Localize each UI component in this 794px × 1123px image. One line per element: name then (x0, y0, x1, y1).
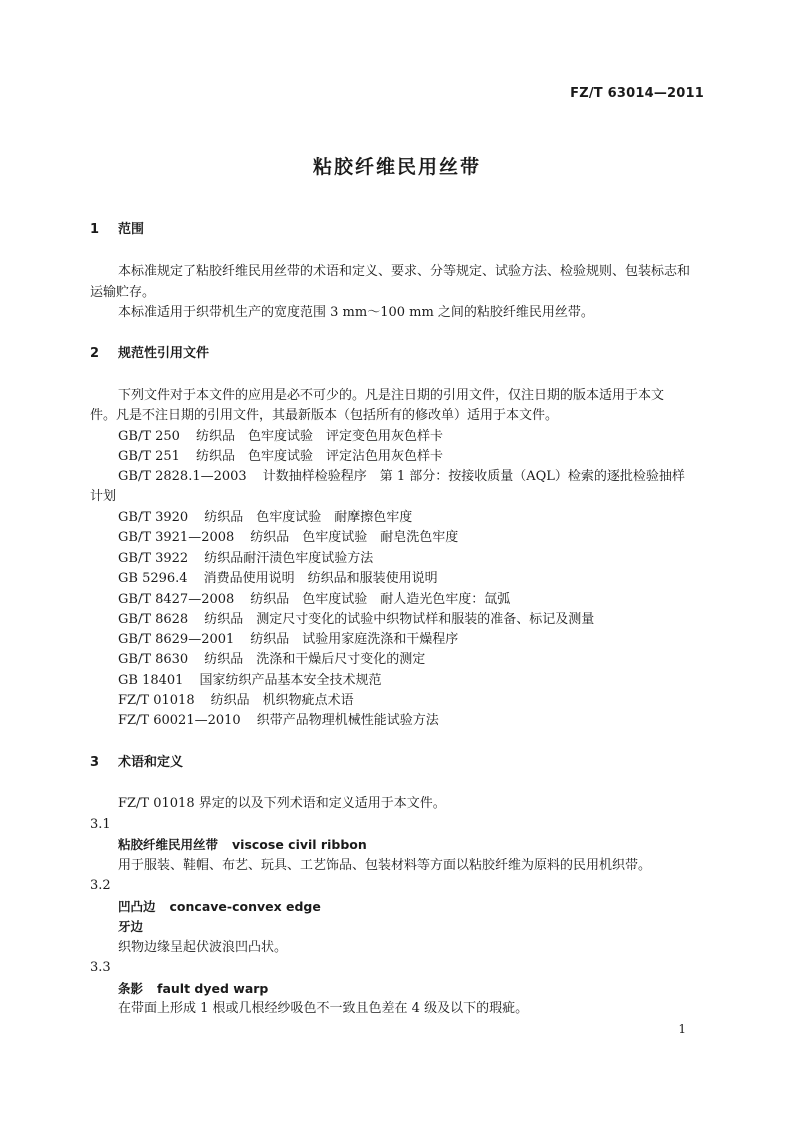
reference-code: GB/T 8427—2008 (118, 592, 235, 607)
section-title: 规范性引用文件 (118, 346, 210, 361)
reference-title: 计数抽样检验程序 第 1 部分：按接收质量（AQL）检索的逐批检验抽样 (262, 469, 685, 484)
section-3-intro: FZ/T 01018 界定的以及下列术语和定义适用于本文件。 (118, 796, 446, 811)
term-heading (118, 979, 268, 999)
reference-item (118, 569, 438, 589)
section-title: 范围 (118, 222, 145, 237)
reference-code: GB/T 2828.1—2003 (118, 469, 247, 484)
section-title: 术语和定义 (118, 755, 184, 770)
reference-title: 织带产品物理机械性能试验方法 (256, 713, 439, 728)
reference-code: GB/T 251 (118, 449, 180, 464)
section-2-intro-line-1: 下列文件对于本文件的应用是必不可少的。凡是注日期的引用文件，仅注日期的版本适用于本文 (118, 388, 665, 403)
reference-item (118, 711, 439, 731)
reference-title: 纺织品耐汗渍色牢度试验方法 (204, 551, 374, 566)
term-zh: 粘胶纤维民用丝带 (118, 837, 219, 852)
reference-code: GB/T 8628 (118, 612, 189, 627)
reference-item (118, 427, 443, 447)
section-1-paragraph-2: 本标准适用于织带机生产的宽度范围 3 mm～100 mm 之间的粘胶纤维民用丝带。 (118, 305, 594, 320)
section-2-heading (90, 344, 209, 364)
reference-code: FZ/T 01018 (118, 693, 195, 708)
section-number: 3 (90, 755, 100, 770)
reference-code: GB/T 3922 (118, 551, 189, 566)
reference-code: GB/T 250 (118, 429, 180, 444)
section-number: 2 (90, 346, 100, 361)
term-en: fault dyed warp (157, 981, 269, 996)
reference-title: 纺织品 洗涤和干燥后尺寸变化的测定 (204, 652, 426, 667)
reference-code: GB/T 8630 (118, 652, 189, 667)
reference-title: 纺织品 色牢度试验 耐人造光色牢度：氙弧 (250, 592, 511, 607)
reference-item (118, 549, 373, 569)
section-3-heading (90, 753, 183, 773)
reference-title: 国家纺织产品基本安全技术规范 (199, 673, 382, 688)
section-1-heading (90, 220, 144, 240)
reference-item (118, 467, 685, 487)
reference-title: 纺织品 测定尺寸变化的试验中织物试样和服装的准备、标记及测量 (204, 612, 595, 627)
reference-item (118, 671, 381, 691)
section-number: 1 (90, 222, 100, 237)
section-2-intro-line-2: 件。凡是不注日期的引用文件，其最新版本（包括所有的修改单）适用于本文件。 (90, 408, 559, 423)
reference-title: 纺织品 机织物疵点术语 (210, 693, 354, 708)
reference-item (118, 447, 443, 467)
reference-item (118, 528, 458, 548)
reference-title: 纺织品 色牢度试验 耐皂洗色牢度 (250, 530, 459, 545)
page-number: 1 (678, 1022, 686, 1036)
term-en: concave-convex edge (169, 899, 321, 914)
term-definition: 用于服装、鞋帽、布艺、玩具、工艺饰品、包装材料等方面以粘胶纤维为原料的民用机织带。 (118, 858, 652, 873)
document-title: 粘胶纤维民用丝带 (312, 156, 481, 178)
term-definition: 织物边缘呈起伏波浪凹凸状。 (118, 940, 288, 955)
term-zh: 凹凸边 (118, 899, 156, 914)
reference-code: GB/T 8629—2001 (118, 632, 235, 647)
reference-code: GB 18401 (118, 673, 184, 688)
section-1-paragraph-1-line-2: 运输贮存。 (90, 285, 156, 300)
reference-item (118, 590, 510, 610)
clause-number: 3.3 (90, 960, 111, 975)
reference-title: 纺织品 色牢度试验 评定变色用灰色样卡 (195, 429, 443, 444)
term-synonym: 牙边 (118, 919, 144, 934)
reference-title: 纺织品 色牢度试验 耐摩擦色牢度 (204, 510, 413, 525)
reference-code: GB/T 3921—2008 (118, 530, 235, 545)
reference-continuation: 计划 (90, 489, 117, 504)
section-1-paragraph-1-line-1: 本标准规定了粘胶纤维民用丝带的术语和定义、要求、分等规定、试验方法、检验规则、包装标志和 (118, 264, 691, 279)
term-definition: 在带面上形成 1 根或几根经纱吸色不一致且色差在 4 级及以下的瑕疵。 (118, 1001, 529, 1016)
term-heading (118, 835, 367, 855)
reference-code: GB 5296.4 (118, 571, 188, 586)
reference-code: GB/T 3920 (118, 510, 189, 525)
standard-number: FZ/T 63014—2011 (570, 86, 704, 101)
reference-item (118, 508, 412, 528)
reference-item (118, 630, 458, 650)
term-en: viscose civil ribbon (232, 837, 367, 852)
term-zh: 条影 (118, 981, 144, 996)
reference-title: 消费品使用说明 纺织品和服装使用说明 (203, 571, 438, 586)
reference-item (118, 650, 425, 670)
reference-code: FZ/T 60021—2010 (118, 713, 241, 728)
reference-title: 纺织品 试验用家庭洗涤和干燥程序 (250, 632, 459, 647)
reference-item (118, 610, 594, 630)
term-heading (118, 897, 321, 917)
reference-item (118, 691, 354, 711)
reference-title: 纺织品 色牢度试验 评定沾色用灰色样卡 (195, 449, 443, 464)
clause-number: 3.1 (90, 817, 111, 832)
clause-number: 3.2 (90, 878, 111, 893)
